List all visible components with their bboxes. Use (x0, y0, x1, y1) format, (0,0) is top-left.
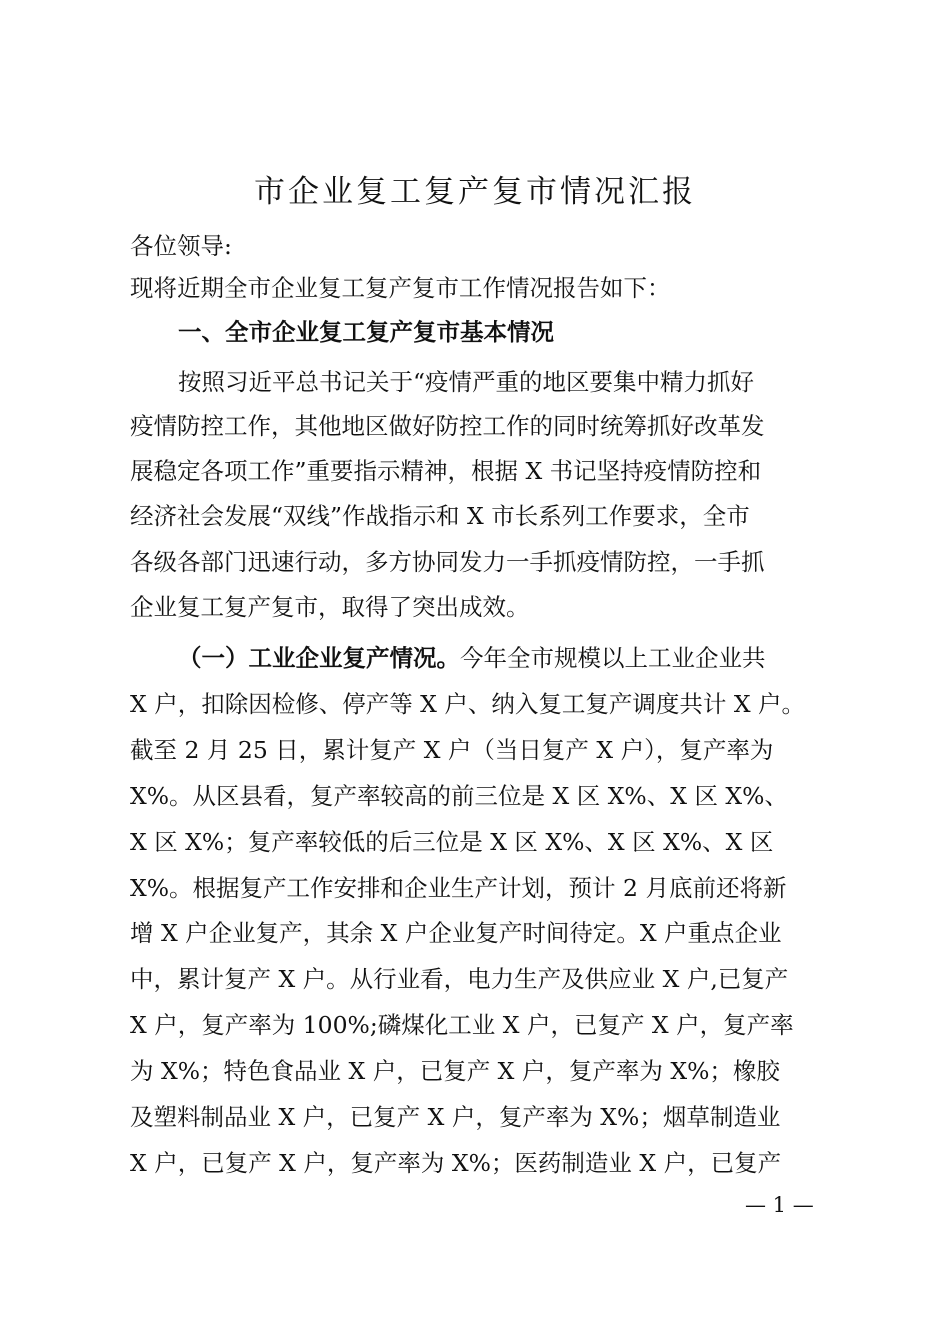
paragraph-text: 今年全市规模以上工业企业共 (460, 644, 766, 672)
paragraph-line: 展稳定各项工作”重要指示精神，根据 X 书记坚持疫情防控和 (130, 457, 762, 485)
paragraph-line: X 户，已复产 X 户，复产率为 X%；医药制造业 X 户，已复产 (130, 1149, 782, 1177)
paragraph-line: 各级各部门迅速行动，多方协同发力一手抓疫情防控，一手抓 (130, 548, 765, 576)
page-number: — 1 — (745, 1193, 814, 1217)
subsection-heading: （一）工业企业复产情况。 (178, 644, 460, 672)
paragraph-line: 增 X 户企业复产，其余 X 户企业复产时间待定。X 户重点企业 (130, 919, 782, 947)
intro-line: 现将近期全市企业复工复产复市工作情况报告如下： (130, 274, 671, 302)
paragraph-line: X 区 X%；复产率较低的后三位是 X 区 X%、X 区 X%、X 区 (130, 828, 774, 856)
paragraph-line: 疫情防控工作，其他地区做好防控工作的同时统筹抓好改革发 (130, 412, 765, 440)
paragraph-line: X 户，复产率为 100%;磷煤化工业 X 户，已复产 X 户，复产率 (130, 1011, 794, 1039)
document-title: 市企业复工复产复市情况汇报 (254, 174, 696, 210)
salutation: 各位领导: (130, 232, 232, 260)
paragraph-line: 按照习近平总书记关于“疫情严重的地区要集中精力抓好 (178, 368, 755, 396)
paragraph-line: 中，累计复产 X 户。从行业看，电力生产及供应业 X 户,已复产 (130, 965, 789, 993)
paragraph-line: X 户，扣除因检修、停产等 X 户、纳入复工复产调度共计 X 户。 (130, 690, 806, 718)
paragraph-line: 企业复工复产复市，取得了突出成效。 (130, 593, 530, 621)
paragraph-line: 截至 2 月 25 日，累计复产 X 户（当日复产 X 户），复产率为 (130, 736, 774, 764)
paragraph-line: X%。从区县看，复产率较高的前三位是 X 区 X%、X 区 X%、 (130, 782, 788, 810)
paragraph-line: X%。根据复产工作安排和企业生产计划，预计 2 月底前还将新 (130, 874, 787, 902)
section-heading: 一、全市企业复工复产复市基本情况 (178, 318, 554, 346)
subsection-first-line (178, 642, 766, 674)
paragraph-line: 经济社会发展“双线”作战指示和 X 市长系列工作要求，全市 (130, 502, 750, 530)
paragraph-line: 及塑料制品业 X 户，已复产 X 户，复产率为 X%；烟草制造业 (130, 1103, 781, 1131)
paragraph-line: 为 X%；特色食品业 X 户，已复产 X 户，复产率为 X%；橡胶 (130, 1057, 780, 1085)
